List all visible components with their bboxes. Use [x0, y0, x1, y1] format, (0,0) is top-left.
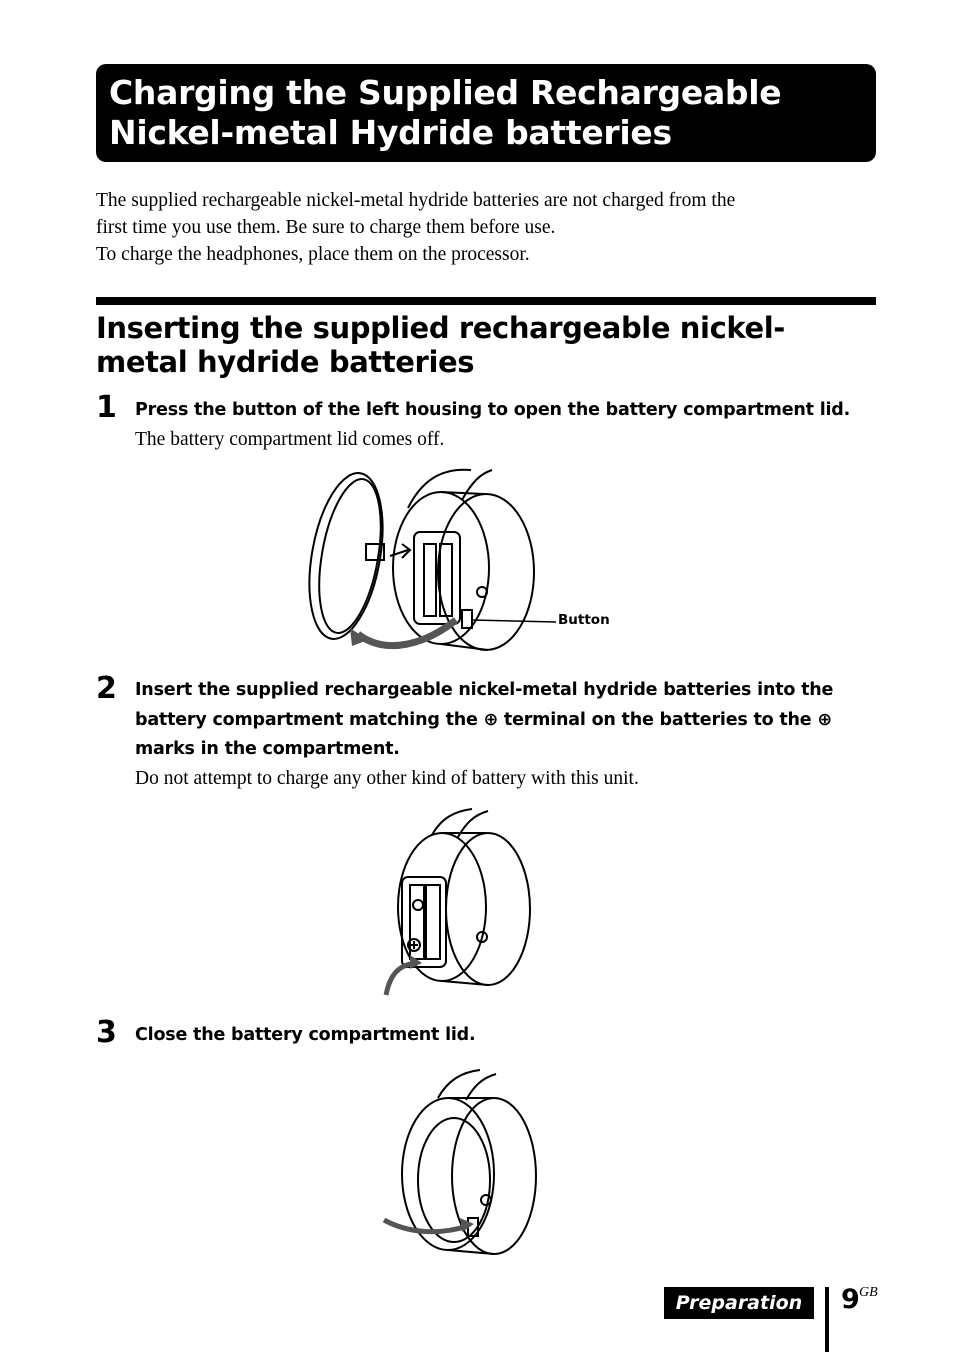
step-1-number: 1 — [96, 390, 117, 425]
step-2-instruction-line-2: battery compartment matching the ⊕ terminal on the batteries to the ⊕ — [135, 709, 832, 730]
figure-close-lid — [376, 1066, 546, 1266]
page-number-suffix: GB — [859, 1285, 878, 1300]
step-1-instruction: Press the button of the left housing to open the battery compartment lid. — [135, 400, 851, 420]
step-2-instruction-line-1: Insert the supplied rechargeable nickel-metal hydride batteries into the — [135, 680, 834, 700]
step-3-instruction: Close the battery compartment lid. — [135, 1025, 476, 1045]
section-tab-label: Preparation — [664, 1287, 814, 1319]
button-callout-label: Button — [558, 612, 610, 628]
section-heading-line-2: metal hydride batteries — [96, 345, 475, 379]
figure-open-lid — [296, 460, 626, 660]
footer-divider — [825, 1287, 829, 1352]
step-3-text — [135, 1021, 875, 1051]
section-heading-line-1: Inserting the supplied rechargeable nickel- — [96, 311, 785, 345]
step-2-number: 2 — [96, 671, 117, 706]
page-title — [96, 64, 876, 162]
section-heading — [96, 311, 876, 379]
step-2-instruction-line-3: marks in the compartment. — [135, 739, 400, 759]
intro-paragraph — [96, 187, 876, 268]
title-line-2: Nickel-metal Hydride batteries — [109, 113, 672, 152]
step-1-text — [135, 396, 875, 454]
page-number: 9 — [841, 1284, 860, 1315]
intro-line-2: first time you use them. Be sure to charge them before use. — [96, 217, 556, 238]
step-2-note: Do not attempt to charge any other kind of battery with this unit. — [135, 767, 639, 789]
step-3-number: 3 — [96, 1015, 117, 1050]
intro-line-1: The supplied rechargeable nickel-metal hydride batteries are not charged from the — [96, 190, 736, 211]
step-2-text — [135, 676, 875, 793]
step-1-note: The battery compartment lid comes off. — [135, 428, 445, 450]
intro-line-3: To charge the headphones, place them on the processor. — [96, 244, 530, 265]
section-divider — [96, 297, 876, 305]
title-line-1: Charging the Supplied Rechargeable — [109, 73, 782, 112]
figure-insert-batteries — [376, 805, 546, 1000]
